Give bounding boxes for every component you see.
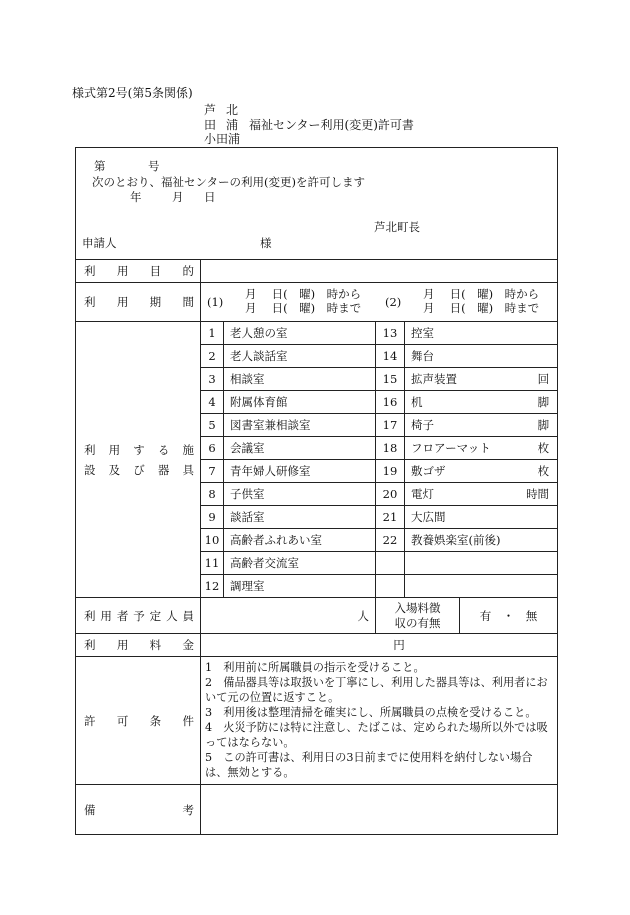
permit-number-suffix: 号	[148, 159, 160, 173]
facility-no: 14	[376, 345, 405, 368]
facility-cell	[405, 437, 558, 460]
condition-item: 5 この許可書は、利用日の3日前までに使用料を納付しない場合は、無効とする。	[205, 751, 533, 779]
period-value[interactable]	[201, 283, 558, 322]
facility-unit: 脚	[537, 395, 550, 409]
facility-name: 電灯	[411, 487, 434, 501]
fee-value[interactable]	[201, 634, 558, 657]
facility-no: 8	[201, 483, 224, 506]
facility-no: 19	[376, 460, 405, 483]
date-year: 年	[130, 190, 142, 204]
admission-label-line2: 収の有無	[394, 615, 441, 630]
facility-cell	[405, 483, 558, 506]
facility-name: 控室	[411, 326, 434, 340]
facility-name: 子供室	[224, 483, 376, 506]
period-1-to: 月 日( 曜) 時まで	[245, 301, 362, 315]
permit-statement: 次のとおり、福祉センターの利用(変更)を許可します	[92, 175, 366, 189]
facility-name: 拡声装置	[411, 372, 457, 386]
period-1-from: 月 日( 曜) 時から	[245, 287, 362, 301]
facility-name: 敷ゴザ	[411, 464, 446, 478]
facility-name: 図書室兼相談室	[224, 414, 376, 437]
date-day: 日	[204, 190, 216, 204]
facility-no: 7	[201, 460, 224, 483]
purpose-label: 利用目的	[84, 264, 194, 278]
facility-no: 10	[201, 529, 224, 552]
remarks-label: 備考	[84, 802, 194, 817]
form-number: 様式第2号(第5条関係)	[72, 86, 193, 100]
facility-no: 11	[201, 552, 224, 575]
applicant-label: 申請人	[82, 236, 117, 250]
facility-label-line2: 設及び器具	[84, 462, 194, 477]
facility-no: 5	[201, 414, 224, 437]
facility-name: 高齢者ふれあい室	[224, 529, 376, 552]
facility-no: 12	[201, 575, 224, 598]
facility-no: 16	[376, 391, 405, 414]
facility-cell	[405, 322, 558, 345]
facility-no: 9	[201, 506, 224, 529]
purpose-value[interactable]	[201, 260, 558, 283]
remarks-label-cell	[76, 785, 201, 835]
issuer: 芦北町長	[374, 220, 420, 234]
permit-form-table	[75, 147, 558, 835]
permit-header-block	[76, 148, 558, 260]
facility-no: 1	[201, 322, 224, 345]
admission-value[interactable]: 有 ・ 無	[460, 598, 558, 634]
period-2-from: 月 日( 曜) 時から	[423, 287, 540, 301]
condition-item: 2 備品器具等は取扱いを丁寧にし、利用した器具等は、利用者において元の位置に返すこと。	[205, 676, 548, 704]
condition-item: 3 利用後は整理清掃を確実にし、所属職員の点検を受けること。	[205, 706, 537, 719]
conditions-label-cell	[76, 657, 201, 785]
facility-no	[376, 575, 405, 598]
facility-unit: 枚	[537, 464, 550, 478]
applicant-suffix: 様	[260, 236, 272, 250]
facility-cell	[405, 460, 558, 483]
conditions-label: 許可条件	[84, 713, 194, 728]
title-org-2b: 浦	[226, 118, 239, 132]
permit-number-prefix: 第	[94, 159, 106, 173]
facility-unit: 枚	[537, 441, 550, 455]
title-org-1a: 芦	[204, 103, 217, 117]
fee-label-cell	[76, 634, 201, 657]
facility-name: フロアーマット	[411, 441, 491, 455]
fee-unit: 円	[393, 638, 405, 652]
facility-name: 会議室	[224, 437, 376, 460]
period-label: 利用期間	[84, 295, 194, 309]
facility-no: 2	[201, 345, 224, 368]
facility-no: 6	[201, 437, 224, 460]
facility-unit: 脚	[537, 418, 550, 432]
condition-item: 1 利用前に所属職員の指示を受けること。	[205, 661, 425, 674]
facility-no: 22	[376, 529, 405, 552]
facility-no: 17	[376, 414, 405, 437]
facility-name: 談話室	[224, 506, 376, 529]
facility-no	[376, 552, 405, 575]
period-2-number: (2)	[385, 295, 402, 309]
fee-label: 利用料金	[84, 638, 194, 652]
title-org-1b: 田	[204, 118, 217, 132]
admission-label-line1: 入場料徴	[394, 600, 441, 615]
facility-cell	[405, 529, 558, 552]
facility-name: 高齢者交流室	[224, 552, 376, 575]
facility-cell	[405, 575, 558, 598]
facility-label-cell	[76, 322, 201, 598]
facility-no: 20	[376, 483, 405, 506]
period-label-cell	[76, 283, 201, 322]
facility-name: 老人憩の室	[224, 322, 376, 345]
facility-name: 舞台	[411, 349, 434, 363]
facility-no: 13	[376, 322, 405, 345]
facility-name: 調理室	[224, 575, 376, 598]
visitors-label: 利用者予定人員	[84, 608, 194, 623]
conditions-list	[201, 657, 558, 785]
facility-label-line1: 利用する施	[84, 442, 194, 457]
condition-item: 4 火災予防には特に注意し、たばこは、定められた場所以外では吸ってはならない。	[205, 721, 548, 749]
facility-cell	[405, 506, 558, 529]
purpose-label-cell	[76, 260, 201, 283]
remarks-value[interactable]	[201, 785, 558, 835]
facility-no: 15	[376, 368, 405, 391]
document-title: 福祉センター利用(変更)許可書	[249, 118, 414, 132]
facility-name: 机	[411, 395, 423, 409]
facility-cell	[405, 368, 558, 391]
title-org-2a: 北	[226, 103, 239, 117]
visitors-label-cell	[76, 598, 201, 634]
date-month: 月	[172, 190, 184, 204]
facility-name: 相談室	[224, 368, 376, 391]
facility-name: 椅子	[411, 418, 434, 432]
facility-name: 青年婦人研修室	[224, 460, 376, 483]
facility-cell	[405, 391, 558, 414]
facility-no: 4	[201, 391, 224, 414]
facility-cell	[405, 552, 558, 575]
visitors-value[interactable]	[201, 598, 376, 634]
facility-cell	[405, 345, 558, 368]
facility-name: 老人談話室	[224, 345, 376, 368]
facility-unit: 回	[537, 372, 550, 386]
title-org-1c: 小田浦	[204, 132, 241, 146]
facility-name: 大広間	[411, 510, 446, 524]
facility-no: 21	[376, 506, 405, 529]
facility-unit: 時間	[526, 487, 550, 501]
period-2-to: 月 日( 曜) 時まで	[423, 301, 540, 315]
facility-no: 3	[201, 368, 224, 391]
visitors-unit: 人	[357, 608, 369, 623]
period-1-number: (1)	[207, 295, 224, 309]
facility-name: 教養娯楽室(前後)	[411, 533, 501, 547]
facility-name: 附属体育館	[224, 391, 376, 414]
admission-label-cell	[376, 598, 460, 634]
facility-cell	[405, 414, 558, 437]
facility-no: 18	[376, 437, 405, 460]
